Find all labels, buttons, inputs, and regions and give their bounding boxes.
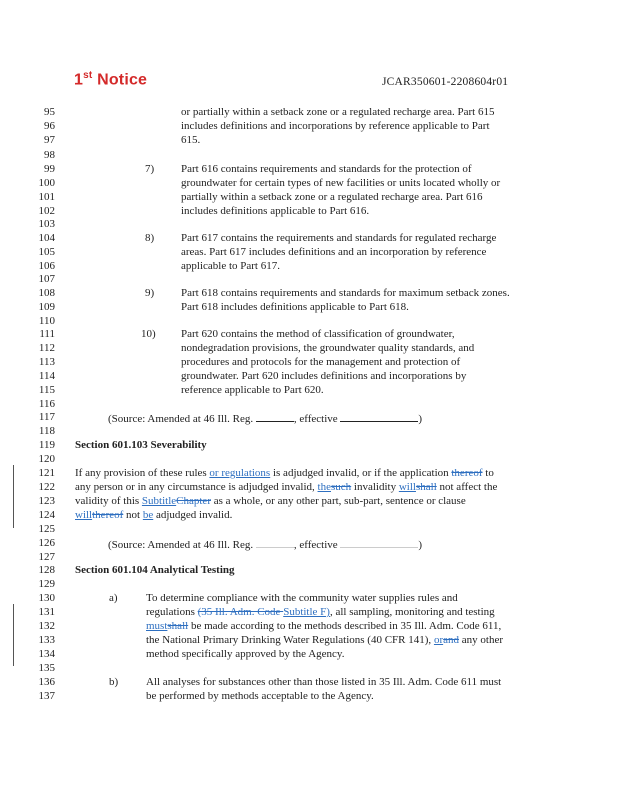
line-number: 102	[38, 205, 55, 217]
paragraph-line: Part 616 contains requirements and standards for the protection of	[181, 163, 472, 175]
paragraph-line: groundwater for certain types of new facilities or units located wholly or	[181, 177, 501, 189]
line-number: 101	[38, 191, 55, 203]
line-number: 127	[38, 551, 55, 563]
line-number: 98	[44, 149, 55, 161]
paragraph-line: Part 618 includes definitions applicable to Part 618.	[181, 301, 409, 313]
paragraph-line: 615.	[181, 134, 201, 146]
line-number: 120	[38, 453, 55, 465]
item-number: a)	[109, 592, 118, 604]
paragraph-line: procedures and protocols for the management and protection of	[181, 356, 461, 368]
line-number: 109	[38, 301, 55, 313]
line-number: 125	[38, 523, 55, 535]
line-number: 129	[38, 578, 55, 590]
line-number: 107	[38, 273, 55, 285]
line-number: 104	[38, 232, 55, 244]
line-number: 132	[38, 620, 55, 632]
paragraph-line: Part 618 contains requirements and standards for maximum setback zones.	[181, 287, 510, 299]
paragraph-line: All analyses for substances other than those listed in 35 Ill. Adm. Code 611 must	[146, 676, 502, 688]
paragraph-line: partially within a setback zone or a regulated recharge area. Part 616	[181, 191, 483, 203]
line-number: 128	[38, 564, 55, 576]
line-number: 118	[38, 425, 55, 437]
paragraph-line: Part 617 contains the requirements and standards for regulated recharge	[181, 232, 497, 244]
revision-bar	[13, 465, 14, 528]
line-number: 134	[38, 648, 55, 660]
line-number: 123	[38, 495, 55, 507]
paragraph-line: any person or in any circumstance is adjudged invalid, thesuch invalidity willshall not affect the	[75, 481, 498, 493]
line-number: 103	[38, 218, 55, 230]
line-number: 111	[39, 328, 55, 340]
paragraph-line: To determine compliance with the community water supplies rules and	[146, 592, 458, 604]
item-number: 9)	[145, 287, 155, 299]
line-number: 114	[38, 370, 55, 382]
line-number: 108	[38, 287, 55, 299]
paragraph-line: applicable to Part 617.	[181, 260, 280, 272]
source-note: (Source: Amended at 46 Ill. Reg. , effective )	[108, 539, 423, 551]
line-number: 113	[38, 356, 55, 368]
paragraph-line: If any provision of these rules or regulations is adjudged invalid, or if the application thereof to	[75, 467, 494, 479]
item-number: 8)	[145, 232, 155, 244]
line-number: 119	[38, 439, 55, 451]
paragraph-line: the National Primary Drinking Water Regulations (40 CFR 141), orand any other	[146, 634, 503, 646]
line-number: 121	[38, 467, 55, 479]
paragraph-line: be performed by methods acceptable to the Agency.	[146, 690, 374, 702]
notice-suffix: st	[83, 70, 93, 81]
line-number: 97	[44, 134, 55, 146]
line-number: 99	[44, 163, 55, 175]
line-number: 115	[38, 384, 55, 396]
line-number: 126	[38, 537, 55, 549]
source-note: (Source: Amended at 46 Ill. Reg. , effective )	[108, 413, 423, 425]
item-number: b)	[109, 676, 119, 688]
paragraph-line: or partially within a setback zone or a regulated recharge area. Part 615	[181, 106, 495, 118]
notice-word: Notice	[97, 71, 148, 89]
line-number: 106	[38, 260, 55, 272]
document-id: JCAR350601-2208604r01	[382, 76, 509, 88]
item-number: 7)	[145, 163, 155, 175]
line-number: 95	[44, 106, 55, 118]
line-number: 122	[38, 481, 55, 493]
line-number: 130	[38, 592, 55, 604]
paragraph-line: nondegradation provisions, the groundwater quality standards, and	[181, 342, 475, 354]
paragraph-line: mustshall be made according to the methods described in 35 Ill. Adm. Code 611,	[146, 620, 502, 632]
paragraph-line: Part 620 contains the method of classification of groundwater,	[181, 328, 455, 340]
paragraph-line: areas. Part 617 includes definitions and an incorporation by reference	[181, 246, 487, 258]
line-number: 112	[38, 342, 55, 354]
line-number: 110	[38, 315, 55, 327]
paragraph-line: groundwater. Part 620 includes definitions and incorporations by	[181, 370, 467, 382]
paragraph-line: method specifically approved by the Agency.	[146, 648, 345, 660]
line-number: 116	[38, 398, 55, 410]
paragraph-line: includes definitions and incorporations by reference applicable to Part	[181, 120, 490, 132]
paragraph-line: willthereof not be adjudged invalid.	[75, 509, 233, 521]
header-notice	[74, 70, 147, 89]
line-number: 131	[38, 606, 55, 618]
item-number: 10)	[141, 328, 156, 340]
notice-number: 1	[74, 71, 84, 89]
line-number: 124	[38, 509, 55, 521]
section-heading: Section 601.104 Analytical Testing	[75, 564, 235, 576]
revision-bar	[13, 604, 14, 666]
section-heading: Section 601.103 Severability	[75, 439, 207, 451]
line-number: 135	[38, 662, 55, 674]
line-number: 136	[38, 676, 55, 688]
paragraph-line: validity of this SubtitleChapter as a whole, or any other part, sub-part, sentence or clause	[75, 495, 466, 507]
line-number: 117	[38, 411, 55, 423]
line-number: 133	[38, 634, 55, 646]
line-number: 100	[38, 177, 55, 189]
paragraph-line: reference applicable to Part 620.	[181, 384, 324, 396]
line-number: 105	[38, 246, 55, 258]
line-number: 137	[38, 690, 55, 702]
line-number: 96	[44, 120, 55, 132]
paragraph-line: includes definitions applicable to Part 616.	[181, 205, 370, 217]
paragraph-line: regulations (35 Ill. Adm. Code Subtitle F), all sampling, monitoring and testing	[146, 606, 495, 618]
